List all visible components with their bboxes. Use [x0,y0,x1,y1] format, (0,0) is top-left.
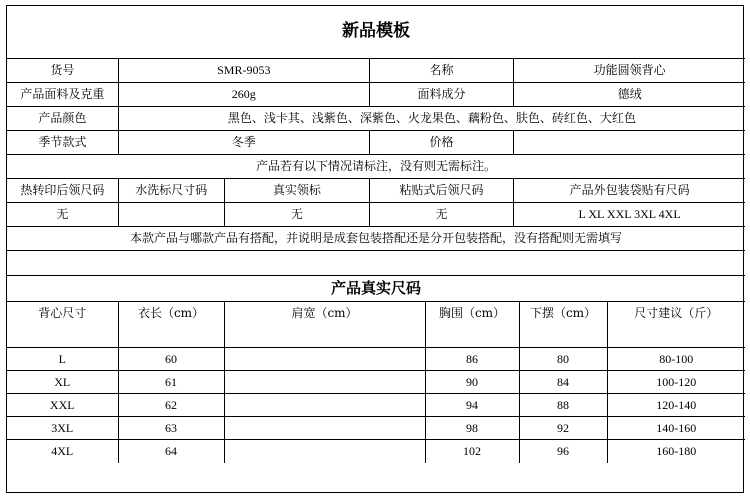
product-info-table [7,6,745,276]
season-value: 冬季 [118,130,369,154]
size-value-cell [224,325,425,348]
size-value-cell: 86 [425,348,519,371]
composition-value: 德绒 [514,82,745,106]
size-row [7,394,745,417]
size-value-cell [224,417,425,440]
size-value-cell: 90 [425,371,519,394]
size-value-cell: 88 [519,394,607,417]
size-value-cell: 84 [519,371,607,394]
size-row [7,325,745,348]
size-value-cell: 63 [118,417,224,440]
size-row [7,348,745,371]
page-title: 新品模板 [7,6,745,58]
size-value-cell [224,394,425,417]
size-column-header: 下摆（cm） [519,302,607,325]
label-value: 无 [224,202,369,226]
label-header: 产品外包装袋贴有尺码 [514,178,745,202]
size-name-cell: 4XL [7,440,118,463]
size-value-cell: 94 [425,394,519,417]
product-template-sheet [6,5,744,493]
empty-row [7,250,745,275]
size-value-cell [425,325,519,348]
size-value-cell: 80 [519,348,607,371]
size-value-cell: 60 [118,348,224,371]
label-value: L XL XXL 3XL 4XL [514,202,745,226]
size-value-cell [607,325,745,348]
size-value-cell [118,325,224,348]
notice-text: 产品若有以下情况请标注，没有则无需标注。 [7,154,745,178]
size-rows [7,325,745,463]
size-value-cell [224,440,425,463]
size-table-title: 产品真实尺码 [7,276,745,302]
size-value-cell [519,325,607,348]
matching-note: 本款产品与哪款产品有搭配，并说明是成套包装搭配还是分开包装搭配，没有搭配则无需填写 [7,226,745,250]
size-value-cell: 100-120 [607,371,745,394]
size-name-cell: 3XL [7,417,118,440]
size-row [7,371,745,394]
sku-label: 货号 [7,58,118,82]
colors-label: 产品颜色 [7,106,118,130]
label-header: 真实领标 [224,178,369,202]
size-value-cell: 92 [519,417,607,440]
label-header: 热转印后领尺码 [7,178,118,202]
name-value: 功能圆领背心 [514,58,745,82]
label-value [118,202,224,226]
size-column-header: 背心尺寸 [7,302,118,325]
sku-value: SMR-9053 [118,58,369,82]
size-value-cell: 102 [425,440,519,463]
price-value [514,130,745,154]
fabric-weight-value: 260g [118,82,369,106]
size-column-header: 衣长（cm） [118,302,224,325]
size-column-header: 胸围（cm） [425,302,519,325]
size-value-cell: 62 [118,394,224,417]
size-value-cell: 98 [425,417,519,440]
size-value-cell: 96 [519,440,607,463]
colors-value: 黑色、浅卡其、浅紫色、深紫色、火龙果色、藕粉色、肤色、砖红色、大红色 [118,106,745,130]
size-value-cell: 120-140 [607,394,745,417]
size-name-cell: XL [7,371,118,394]
price-label: 价格 [369,130,513,154]
composition-label: 面料成分 [369,82,513,106]
size-row [7,417,745,440]
size-value-cell: 160-180 [607,440,745,463]
size-row [7,440,745,463]
name-label: 名称 [369,58,513,82]
size-table [7,276,745,463]
size-value-cell: 64 [118,440,224,463]
size-column-header: 肩宽（cm） [224,302,425,325]
size-value-cell [224,371,425,394]
size-column-header: 尺寸建议（斤） [607,302,745,325]
label-value: 无 [369,202,513,226]
size-name-cell [7,325,118,348]
fabric-weight-label: 产品面料及克重 [7,82,118,106]
season-label: 季节款式 [7,130,118,154]
label-header: 粘贴式后领尺码 [369,178,513,202]
size-value-cell: 80-100 [607,348,745,371]
size-value-cell [224,348,425,371]
size-value-cell: 140-160 [607,417,745,440]
size-name-cell: L [7,348,118,371]
size-name-cell: XXL [7,394,118,417]
size-value-cell: 61 [118,371,224,394]
label-header: 水洗标尺寸码 [118,178,224,202]
label-value: 无 [7,202,118,226]
